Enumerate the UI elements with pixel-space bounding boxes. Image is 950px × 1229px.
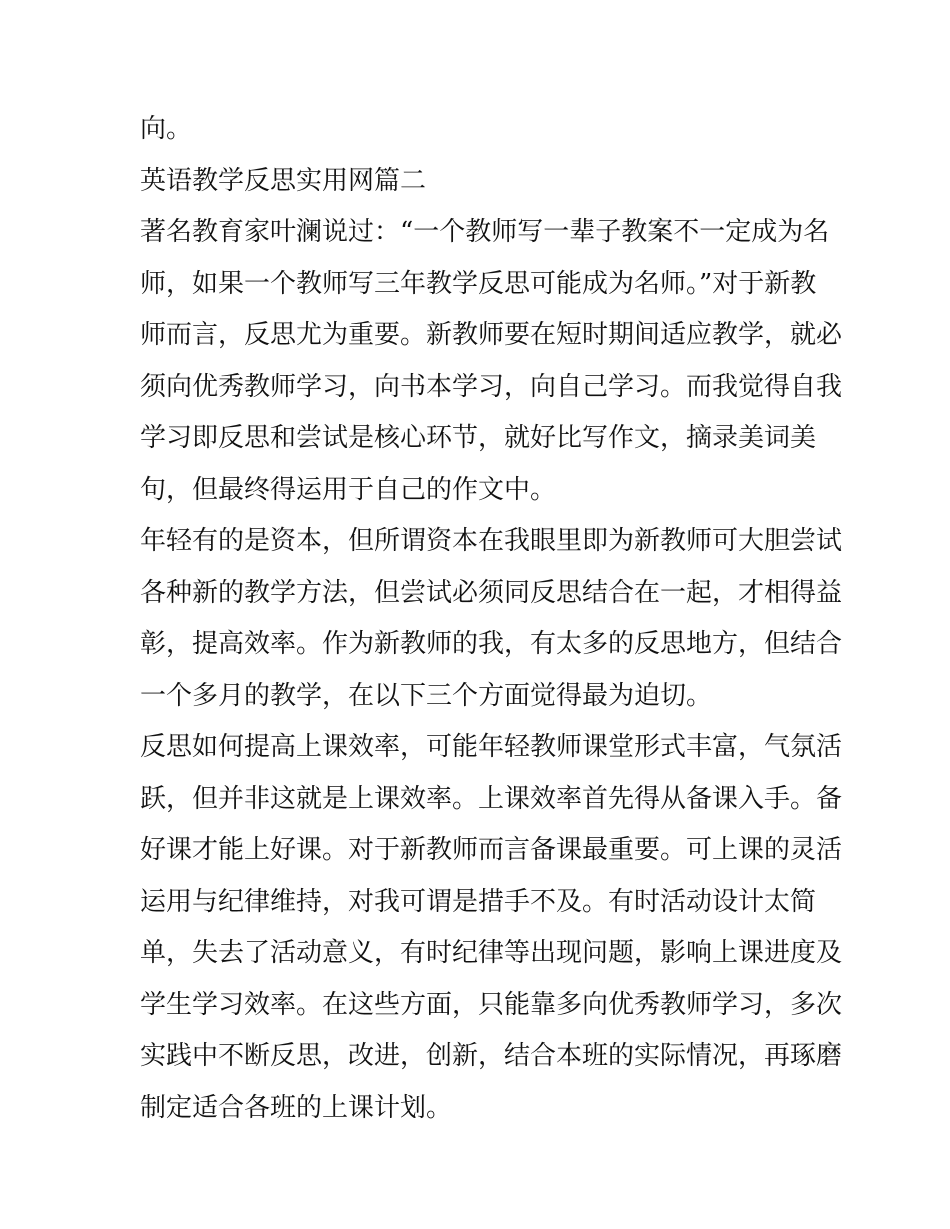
text-line: 学习即反思和尝试是核心环节，就好比写作文，摘录美词美 bbox=[140, 423, 817, 453]
text-line: 须向优秀教师学习，向书本学习，向自己学习。而我觉得自我 bbox=[140, 371, 843, 402]
text-line: 单，失去了活动意义，有时纪律等出现问题，影响上课进度及 bbox=[140, 938, 843, 968]
text-line: 运用与纪律维持，对我可谓是措手不及。有时活动设计太简 bbox=[140, 886, 817, 917]
text-line: 师而言，反思尤为重要。新教师要在短时期间适应教学，就必 bbox=[140, 320, 843, 350]
text-line: 好课才能上好课。对于新教师而言备课最重要。可上课的灵活 bbox=[140, 835, 843, 865]
text-line: 实践中不断反思，改进，创新，结合本班的实际情况，再琢磨 bbox=[140, 1041, 843, 1071]
text-line: 彰，提高效率。作为新教师的我，有太多的反思地方，但结合 bbox=[140, 629, 843, 659]
text-line: 师，如果一个教师写三年教学反思可能成为名师。”对于新教 bbox=[140, 268, 817, 299]
text-line: 反思如何提高上课效率，可能年轻教师课堂形式丰富，气氛活 bbox=[140, 732, 843, 762]
text-line: 制定适合各班的上课计划。 bbox=[140, 1092, 453, 1123]
text-line: 句，但最终得运用于自己的作文中。 bbox=[140, 474, 557, 505]
text-line: 一个多月的教学，在以下三个方面觉得最为迫切。 bbox=[140, 680, 713, 711]
document-body bbox=[140, 104, 843, 1134]
text-line: 跃，但并非这就是上课效率。上课效率首先得从备课入手。备 bbox=[140, 783, 843, 814]
text-line: 向。 bbox=[140, 114, 193, 144]
text-line: 学生学习效率。在这些方面，只能靠多向优秀教师学习，多次 bbox=[140, 989, 843, 1020]
text-line: 年轻有的是资本，但所谓资本在我眼里即为新教师可大胆尝试 bbox=[140, 526, 843, 556]
text-line: 各种新的教学方法，但尝试必须同反思结合在一起，才相得益 bbox=[140, 577, 843, 608]
section-heading: 英语教学反思实用网篇二 bbox=[140, 165, 427, 196]
text-line: 著名教育家叶澜说过：“一个教师写一辈子教案不一定成为名 bbox=[140, 217, 830, 247]
